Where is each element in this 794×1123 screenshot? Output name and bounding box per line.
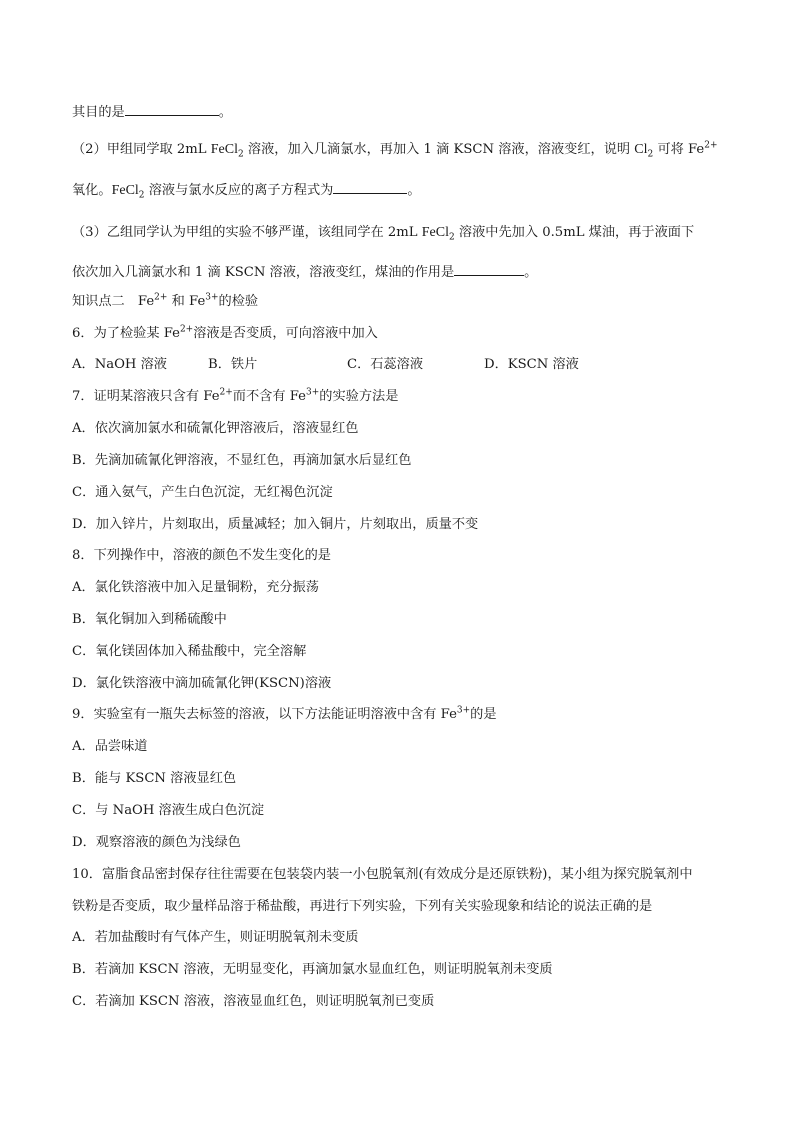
q5-part2-line2: 氧化。FeCl$_2$ 溶液与氯水反应的离子方程式为 。 [72, 180, 744, 200]
q9-option-c[interactable]: C．与 NaOH 溶液生成白色沉淀 [72, 803, 265, 818]
q7-option-c[interactable]: C．通入氨气，产生白色沉淀，无红褐色沉淀 [72, 485, 333, 500]
answer-blank[interactable] [454, 262, 524, 276]
q7-option-d[interactable]: D．加入锌片，片刻取出，质量减轻；加入铜片，片刻取出，质量不变 [72, 517, 479, 532]
q7-option-a[interactable]: A．依次滴加氯水和硫氰化钾溶液后，溶液显红色 [72, 421, 359, 436]
q8-option-b[interactable]: B．氧化铜加入到稀硫酸中 [72, 612, 227, 627]
q9-stem: 9．实验室有一瓶失去标签的溶液，以下方法能证明溶液中含有 $Fe^{3+}$的是 [72, 705, 497, 722]
q5-purpose-line: 其目的是 。 [72, 102, 744, 122]
q5-part3-line1: （3）乙组同学认为甲组的实验不够严谨，该组同学在 2mL FeCl$_2$ 溶液中先加入 0.5mL 煤油，再于液面下 [72, 225, 695, 243]
answer-blank[interactable] [125, 102, 219, 116]
q6-option-c[interactable]: C．石蕊溶液 [347, 357, 424, 372]
q9-option-a[interactable]: A．品尝味道 [72, 739, 148, 754]
q10-stem-line2: 铁粉是否变质，取少量样品溶于稀盐酸，再进行下列实验，下列有关实验现象和结论的说法正确的是 [72, 899, 653, 914]
q9-option-d[interactable]: D．观察溶液的颜色为浅绿色 [72, 835, 241, 850]
q6-option-d[interactable]: D．KSCN 溶液 [484, 357, 579, 372]
q6-option-b[interactable]: B．铁片 [208, 357, 258, 372]
q8-option-d[interactable]: D．氯化铁溶液中滴加硫氰化钾(KSCN)溶液 [72, 676, 332, 691]
q10-option-c[interactable]: C．若滴加 KSCN 溶液，溶液显血红色，则证明脱氧剂已变质 [72, 994, 435, 1009]
section-heading: 知识点二 $Fe^{2+}$ 和 $Fe^{3+}$的检验 [72, 292, 259, 309]
q6-stem: 6．为了检验某 $Fe^{2+}$溶液是否变质，可向溶液中加入 [72, 324, 378, 341]
q7-option-b[interactable]: B．先滴加硫氰化钾溶液，不显红色，再滴加氯水后显红色 [72, 453, 412, 468]
q6-options [72, 356, 744, 374]
q10-option-a[interactable]: A．若加盐酸时有气体产生，则证明脱氧剂未变质 [72, 930, 359, 945]
q9-option-b[interactable]: B．能与 KSCN 溶液显红色 [72, 771, 237, 786]
q10-stem-line1: 10．富脂食品密封保存往往需要在包装袋内装一小包脱氧剂(有效成分是还原铁粉)，某小组为探究脱氧剂中 [72, 867, 693, 882]
q8-option-a[interactable]: A．氯化铁溶液中加入足量铜粉，充分振荡 [72, 580, 319, 595]
q8-stem: 8．下列操作中，溶液的颜色不发生变化的是 [72, 548, 331, 563]
q5-part3-line2: 依次加入几滴氯水和 1 滴 KSCN 溶液，溶液变红，煤油的作用是 。 [72, 262, 744, 282]
q10-option-b[interactable]: B．若滴加 KSCN 溶液，无明显变化，再滴加氯水显血红色，则证明脱氧剂未变质 [72, 962, 553, 977]
answer-blank[interactable] [333, 180, 407, 194]
q6-option-a[interactable]: A．NaOH 溶液 [72, 357, 167, 372]
q8-option-c[interactable]: C．氧化镁固体加入稀盐酸中，完全溶解 [72, 644, 307, 659]
q5-part2-line1: （2）甲组同学取 2mL FeCl$_2$ 溶液，加入几滴氯水，再加入 1 滴 KSCN 溶液，溶液变红，说明 $Cl_2$ 可将 $Fe^{2+}$ [72, 140, 718, 160]
q7-stem: 7．证明某溶液只含有 $Fe^{2+}$而不含有 $Fe^{3+}$的实验方法是 [72, 387, 399, 404]
